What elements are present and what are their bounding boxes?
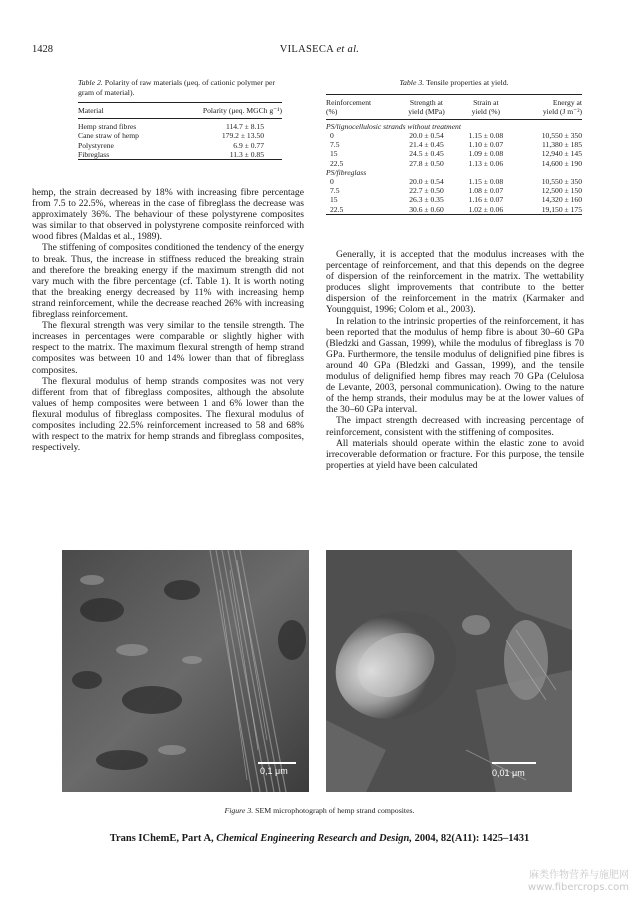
- table-cell: 24.5 ± 0.45: [409, 149, 444, 159]
- table-cell: 10,550 ± 350: [541, 177, 582, 187]
- table-cell: 12,940 ± 145: [541, 149, 582, 159]
- sem-photo-right: [326, 550, 572, 792]
- table-row: [326, 159, 582, 168]
- table-cell: 11,380 ± 185: [542, 140, 582, 150]
- column-header-line: yield (%): [471, 107, 501, 117]
- running-head-etal: et al.: [336, 44, 360, 55]
- table-row: [78, 119, 282, 132]
- figure-label: Figure 3.: [224, 806, 254, 815]
- column-header: Polarity (μeq. MGCh g⁻¹): [202, 106, 282, 115]
- table-header-row: [326, 95, 582, 120]
- table-cell: Polystyrene: [78, 140, 114, 150]
- table-2: [78, 78, 282, 160]
- table-bottom-rule: [326, 214, 582, 215]
- table-3-label: Table 3.: [399, 78, 425, 87]
- table-cell: Cane straw of hemp: [78, 131, 139, 141]
- table-3-caption-text: Tensile properties at yield.: [426, 78, 509, 87]
- running-head: [0, 44, 639, 55]
- table-cell: 1.16 ± 0.07: [468, 195, 504, 205]
- left-text-column: [32, 187, 304, 453]
- table-cell: 1.08 ± 0.07: [468, 186, 504, 196]
- table-cell: 12,500 ± 150: [541, 186, 582, 196]
- table-row: [78, 141, 282, 150]
- table-2-caption-text: Polarity of raw materials (μeq. of cationic polymer per gram of material).: [78, 78, 276, 97]
- table-rule-cell: [78, 160, 282, 161]
- table-group-row: [326, 119, 582, 131]
- table-row: [326, 131, 582, 140]
- footer-journal: Chemical Engineering Research and Design,: [216, 833, 413, 844]
- table-group-title: PS/fibreglass: [326, 167, 367, 177]
- column-header: [457, 95, 515, 120]
- watermark: [528, 870, 629, 894]
- table-cell: 15: [330, 149, 338, 159]
- table-rule-cell: [326, 214, 582, 215]
- table-3-grid: [326, 94, 582, 215]
- paragraph: The flexural strength was very similar to the tensile strength. The increases in percentages were comparable or slightly higher with respect to the matrix. The maximum flexural strength of hemp strand composites was between 10 and 14% lower than that of fibreglass composites.: [32, 320, 304, 376]
- table-cell: 1.15 ± 0.08: [468, 131, 504, 141]
- table-cell: 0: [330, 177, 334, 187]
- sem-texture-left: [62, 550, 309, 792]
- watermark-line: 麻类作物营养与施肥网: [529, 870, 629, 881]
- table-cell: 1.09 ± 0.08: [468, 149, 504, 159]
- table-cell: 26.3 ± 0.35: [409, 195, 444, 205]
- table-3-body: [326, 119, 582, 215]
- scale-bar-left: [258, 762, 296, 764]
- paragraph: Generally, it is accepted that the modulus increases with the percentage of reinforcement, and that this depends on the degree of dispersion of the reinforcement in the matrix. The wettability produces slight improvements that contribute to the better dispersion of the reinforcement in the matrix (Karmaker and Youngquist, 1996; Colom et al., 2003).: [326, 249, 584, 316]
- table-cell: 1.10 ± 0.07: [468, 140, 504, 150]
- watermark-line: www.fibercrops.com: [527, 882, 629, 893]
- table-bottom-rule: [78, 160, 282, 161]
- column-header-line: (%): [326, 107, 338, 117]
- table-cell: 20.0 ± 0.54: [409, 177, 444, 187]
- table-2-caption: [78, 78, 282, 98]
- scale-label-left: 0,1 μm: [260, 766, 288, 776]
- column-header-line: Strain at: [473, 98, 499, 107]
- table-2-label: Table 2.: [78, 78, 103, 87]
- footer-prefix: Trans IChemE, Part A,: [109, 833, 214, 844]
- table-3: [326, 78, 582, 215]
- column-header-line: Energy at: [552, 98, 582, 107]
- scale-bar-right: [492, 762, 536, 764]
- table-cell: 15: [330, 195, 338, 205]
- table-row: [326, 149, 582, 158]
- figure-caption: [0, 806, 639, 815]
- figure-caption-text: SEM microphotograph of hemp strand composites.: [255, 806, 415, 815]
- paragraph: The stiffening of composites conditioned the tendency of the energy to break. Thus, the increase in stiffness reduced the breaking strain and therefore the breaking energy if the maximum strength did not vary much with the fibre percentage (cf. Table 1). It is worth noting that the breaking energy decreased by 11% with increasing hemp strand reinforcement, while the decrease reached 26% with increasing fibreglass reinforcement.: [32, 242, 304, 321]
- table-cell: 11.3 ± 0.85: [229, 149, 264, 159]
- paragraph: All materials should operate within the elastic zone to avoid irrecoverable deformation or fracture. For this purpose, the tensile properties at yield have been calculated: [326, 437, 584, 471]
- column-header-line: yield (J m⁻²): [542, 107, 582, 117]
- paragraph: hemp, the strain decreased by 18% with increasing fibre percentage from 7.5 to 22.5%, whereas in the case of fibreglass the decrease was approximately 36%. The behaviour of these polystyrene composites was similar to that observed in polystyrene composite reinforced with wood fibres (Maldas et al., 1989).: [32, 187, 304, 243]
- table-row: [326, 140, 582, 149]
- page-number: 1428: [32, 44, 53, 55]
- table-cell: 1.15 ± 0.08: [468, 177, 504, 187]
- table-row: [326, 186, 582, 195]
- table-cell: 14,320 ± 160: [541, 195, 582, 205]
- table-cell: 114.7 ± 8.15: [225, 122, 264, 132]
- column-header-line: Strength at: [409, 98, 444, 107]
- scale-label-right: 0,01 μm: [492, 768, 525, 778]
- table-row: [326, 195, 582, 204]
- table-cell: Hemp strand fibres: [78, 122, 137, 132]
- table-3-caption: [326, 78, 582, 88]
- table-row: [78, 150, 282, 160]
- paragraph: The impact strength decreased with increasing percentage of reinforcement, consistent with the stiffening of composites.: [326, 415, 584, 438]
- table-cell: 21.4 ± 0.45: [409, 140, 444, 150]
- table-group-row: [326, 168, 582, 177]
- right-text-column: [326, 249, 584, 471]
- column-header: Material: [78, 106, 104, 115]
- sem-texture-right: [326, 550, 572, 792]
- table-cell: 30.6 ± 0.60: [409, 204, 444, 214]
- table-row: [326, 177, 582, 186]
- table-cell: 7.5: [330, 186, 340, 196]
- table-cell: 7.5: [330, 140, 340, 150]
- table-cell: 14,600 ± 190: [541, 158, 582, 168]
- footer-details: 2004, 82(A11): 1425–1431: [414, 833, 530, 844]
- table-cell: 19,150 ± 175: [541, 204, 582, 214]
- column-header: [396, 95, 457, 120]
- paragraph: The flexural modulus of hemp strands composites was not very different from that of fibreglass composites, although the absolute values of hemp composites were between 1 and 6% lower than the flexural modulus of fibreglass composites. The flexural modulus of composites including 22.5% reinforcement increased to 58 and 68% with respect to the matrix for hemp strands and fibreglass composites, respectively.: [32, 375, 304, 454]
- table-row: [326, 205, 582, 215]
- table-cell: 20.0 ± 0.54: [409, 131, 444, 141]
- table-group-title: PS/lignocellulosic strands without treatment: [326, 121, 461, 131]
- table-cell: 1.13 ± 0.06: [468, 158, 504, 168]
- table-cell: 22.7 ± 0.50: [409, 186, 444, 196]
- table-cell: 27.8 ± 0.50: [409, 158, 444, 168]
- journal-footer: [0, 833, 639, 844]
- column-header: [326, 95, 396, 120]
- sem-photo-left: [62, 550, 309, 792]
- table-cell: 22.5: [330, 204, 344, 214]
- table-cell: 10,550 ± 350: [541, 131, 582, 141]
- table-2-body: [78, 119, 282, 160]
- table-cell: Fibreglass: [78, 149, 110, 159]
- column-header: [515, 95, 582, 120]
- paragraph: In relation to the intrinsic properties of the reinforcement, it has been reported that the modulus of hemp fibre is about 30–60 GPa (Bledzki and Gassan, 1999), while the modulus of fibreglass is 70 GPa. Furthermore, the tensile modulus of delignified pine fibres is around 40 GPa (Bledzki and Gassan, 1999), and the tensile modulus of delignified hemp fibres may reach 70 GPa (Celulosa de Levante, 2003, personal communication). Owing to the nature of the hemp strands, their modulus may be at the lower values of the 30–60 GPa interval.: [326, 315, 584, 416]
- running-head-authors: VILASECA: [279, 44, 334, 55]
- table-row: [78, 131, 282, 140]
- table-cell: 179.2 ± 13.50: [221, 131, 264, 141]
- table-cell: 1.02 ± 0.06: [468, 204, 504, 214]
- table-2-grid: [78, 102, 282, 160]
- table-cell: 22.5: [330, 158, 344, 168]
- column-header-line: Reinforcement: [326, 98, 372, 107]
- table-cell: 0: [330, 131, 334, 141]
- table-cell: 6.9 ± 0.77: [233, 140, 264, 150]
- column-header-line: yield (MPa): [408, 107, 445, 117]
- table-header-row: [78, 103, 282, 119]
